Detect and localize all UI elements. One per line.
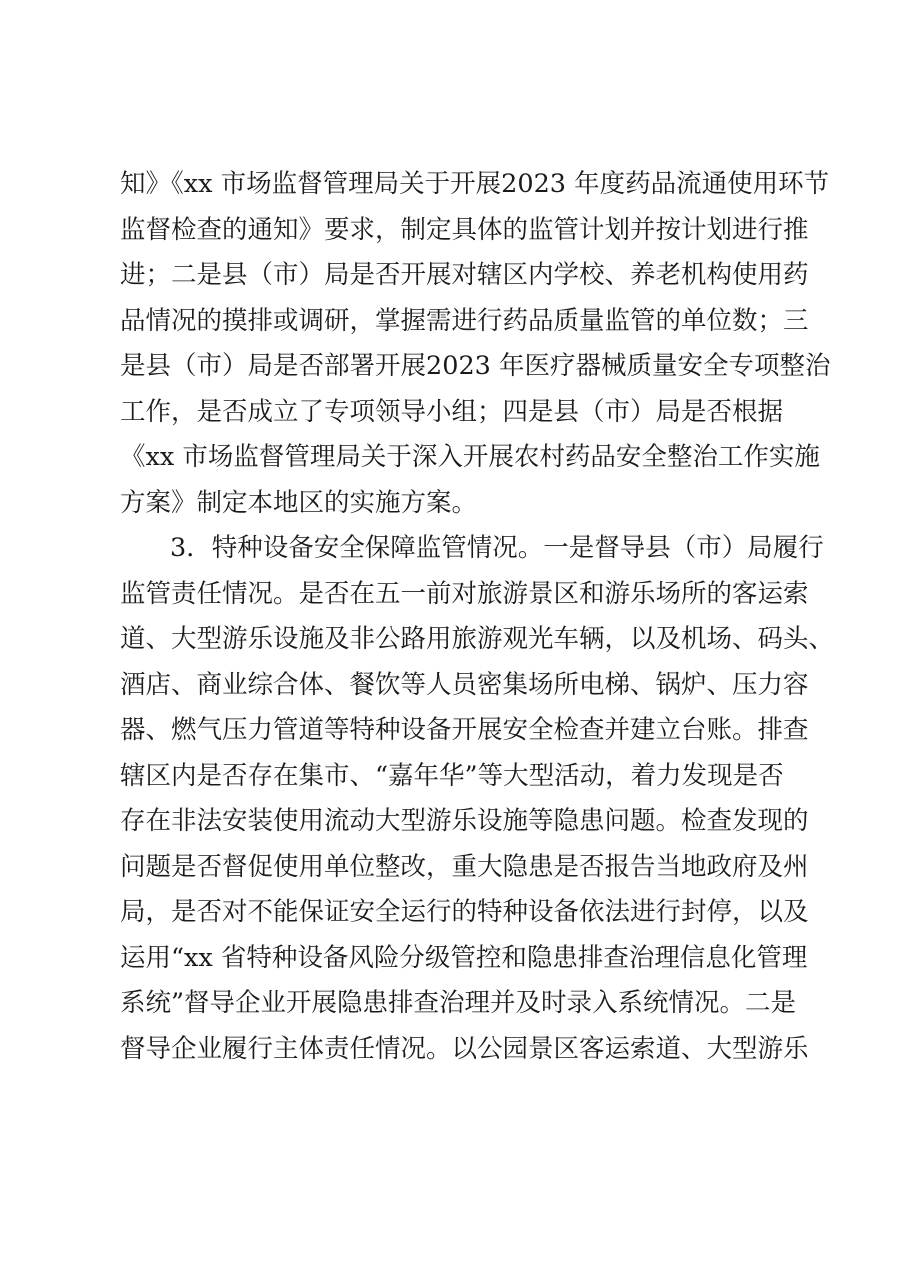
text-line: 进；二是县（市）局是否开展对辖区内学校、养老机构使用药 bbox=[120, 260, 809, 290]
text-line: 存在非法安装使用流动大型游乐设施等隐患问题。检查发现的 bbox=[120, 806, 809, 836]
text-line: 知》《xx 市场监督管理局关于开展2023 年度药品流通使用环节 bbox=[120, 169, 830, 199]
text-line: 辖区内是否存在集市、“嘉年华”等大型活动，着力发现是否 bbox=[120, 760, 784, 791]
text-line: 《xx 市场监督管理局关于深入开展农村药品安全整治工作实施 bbox=[120, 442, 820, 472]
text-line: 系统”督导企业开展隐患排查治理并及时录入系统情况。二是 bbox=[120, 988, 797, 1018]
text-line: 器、燃气压力管道等特种设备开展安全检查并建立台账。排查 bbox=[120, 715, 809, 745]
text-line: 方案》制定本地区的实施方案。 bbox=[120, 487, 478, 518]
text-line: 工作，是否成立了专项领导小组；四是县（市）局是否根据 bbox=[120, 396, 784, 427]
text-line: 是县（市）局是否部署开展2023 年医疗器械质量安全专项整治 bbox=[120, 351, 831, 381]
text-line: 监管责任情况。是否在五一前对旅游景区和游乐场所的客运索 bbox=[120, 578, 809, 609]
text-line: 酒店、商业综合体、餐饮等人员密集场所电梯、锅炉、压力容 bbox=[120, 669, 809, 700]
text-line: 监督检查的通知》要求，制定具体的监管计划并按计划进行推 bbox=[120, 214, 809, 245]
paragraph-start-line: 3．特种设备安全保障监管情况。一是督导县（市）局履行 bbox=[170, 533, 824, 563]
text-line: 品情况的摸排或调研，掌握需进行药品质量监管的单位数；三 bbox=[120, 305, 809, 336]
text-line: 局，是否对不能保证安全运行的特种设备依法进行封停，以及 bbox=[120, 897, 809, 927]
text-line: 运用“xx 省特种设备风险分级管控和隐患排查治理信息化管理 bbox=[120, 942, 808, 973]
text-line: 督导企业履行主体责任情况。以公园景区客运索道、大型游乐 bbox=[120, 1033, 809, 1064]
text-line: 问题是否督促使用单位整改，重大隐患是否报告当地政府及州 bbox=[120, 851, 809, 882]
text-line: 道、大型游乐设施及非公路用旅游观光车辆，以及机场、码头、 bbox=[120, 624, 835, 654]
